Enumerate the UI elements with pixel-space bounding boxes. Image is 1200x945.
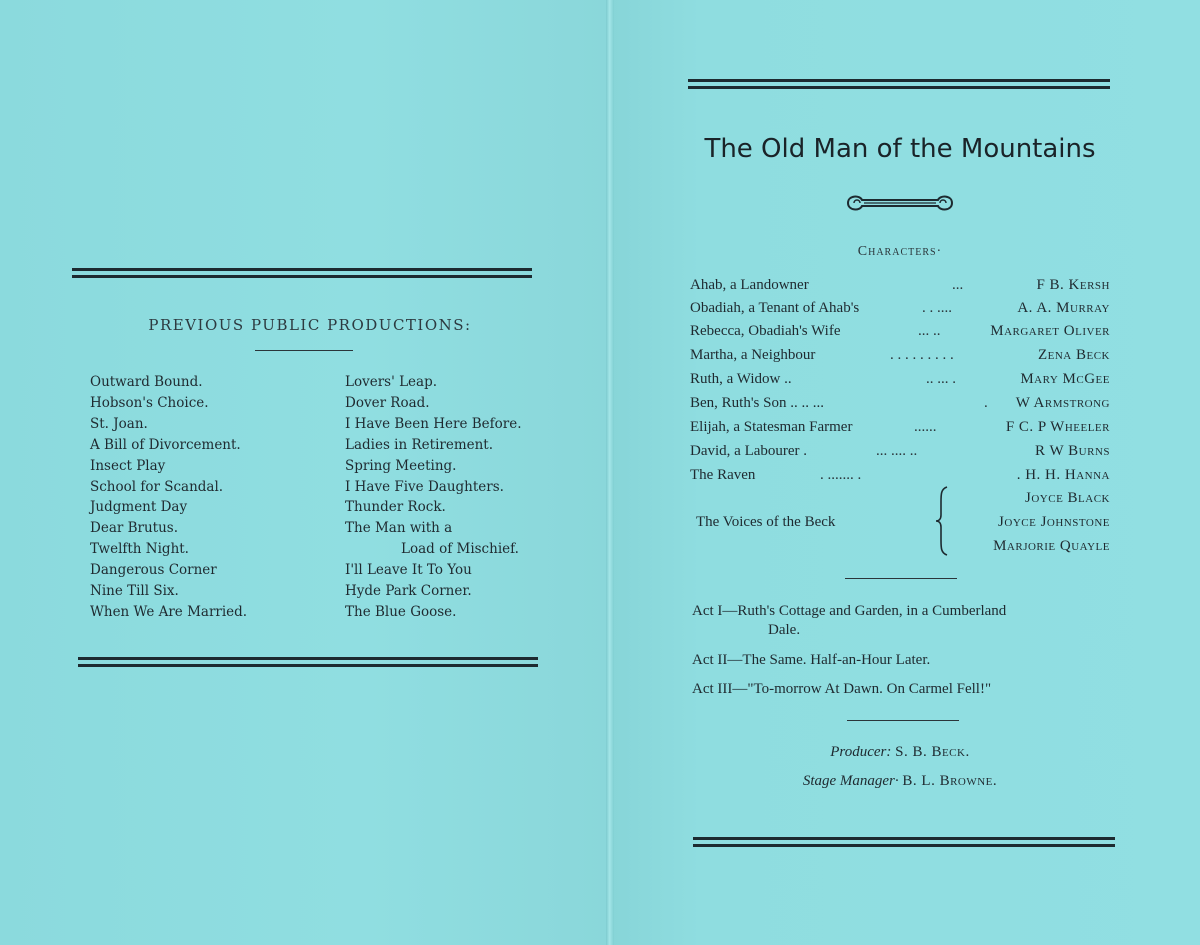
cast-row — [690, 443, 1110, 465]
play-item: Judgment Day — [90, 499, 188, 516]
cast-dots: . ....... . — [820, 467, 862, 483]
cast-actor: F C. P Wheeler — [1005, 419, 1110, 435]
act-setting-continued: Dale. — [768, 622, 801, 638]
cast-role: The Raven — [690, 467, 756, 483]
act-setting: —The Same. Half-an-Hour Later. — [727, 652, 931, 668]
voices-of-the-beck-label: The Voices of the Beck — [696, 514, 836, 530]
act-setting: —"To-morrow At Dawn. On Carmel Fell!" — [732, 681, 992, 697]
cast-actor: F B. Kersh — [1036, 277, 1110, 293]
play-item: Spring Meeting. — [345, 457, 457, 474]
play-item: The Man with a — [345, 520, 453, 537]
play-item: When We Are Married. — [90, 603, 248, 620]
acts-divider — [847, 720, 959, 721]
ornament-icon — [840, 190, 960, 216]
beck-actor: Joyce Black — [1025, 490, 1110, 506]
act-row — [692, 651, 1122, 670]
cast-dots: .. ... . — [926, 371, 956, 387]
act-number: Act III — [692, 681, 733, 697]
play-item: Insect Play — [90, 457, 166, 474]
play-title: The Old Man of the Mountains — [704, 134, 1096, 164]
characters-heading: Characters· — [857, 244, 943, 259]
play-item: School for Scandal. — [90, 478, 224, 495]
cast-dots: . . .... — [922, 300, 952, 316]
play-item: I'll Leave It To You — [345, 562, 472, 579]
play-item: Thunder Rock. — [345, 499, 446, 516]
page-fold — [606, 0, 614, 945]
cast-row — [690, 371, 1110, 393]
stage-manager-label: Stage Manager· — [802, 773, 899, 789]
cast-dots: ...... — [914, 419, 937, 435]
cast-actor: Margaret Oliver — [990, 323, 1110, 339]
brace-icon — [935, 486, 951, 556]
play-item: Ladies in Retirement. — [345, 436, 494, 453]
cast-actor: A. A. Murray — [1017, 300, 1110, 316]
play-item: St. Joan. — [90, 415, 148, 432]
cast-divider — [845, 578, 957, 579]
cast-row — [690, 347, 1110, 369]
cast-dots: ... .... .. — [876, 443, 918, 459]
act-number: Act I — [692, 603, 723, 619]
act-row — [692, 602, 1122, 640]
play-item: A Bill of Divorcement. — [90, 436, 241, 453]
plays-column-2 — [345, 372, 545, 623]
play-item: I Have Been Here Before. — [345, 415, 522, 432]
cast-role: David, a Labourer . — [690, 443, 808, 459]
cast-row — [690, 467, 1110, 489]
cast-dots: . . . . . . . . . — [890, 347, 954, 363]
stage-manager-credit — [680, 773, 1120, 790]
play-item: Lovers' Leap. — [345, 374, 438, 390]
cast-role: Martha, a Neighbour — [690, 347, 816, 363]
cast-dots: . — [984, 395, 988, 411]
previous-productions-heading: PREVIOUS PUBLIC PRODUCTIONS: — [148, 316, 472, 334]
cast-actor: R W Burns — [1035, 443, 1110, 459]
play-item: Twelfth Night. — [90, 541, 189, 558]
play-item: Outward Bound. — [90, 374, 203, 390]
cast-dots: ... — [952, 277, 964, 293]
left-heading-rule — [255, 350, 353, 351]
cast-row — [690, 395, 1110, 417]
cast-actor: Zena Beck — [1037, 347, 1110, 363]
act-row — [692, 680, 1122, 699]
cast-role: Obadiah, a Tenant of Ahab's — [690, 300, 860, 316]
play-item: The Blue Goose. — [345, 603, 457, 620]
play-item: I Have Five Daughters. — [345, 478, 504, 495]
producer-label: Producer: — [830, 744, 892, 760]
play-item: Dear Brutus. — [90, 520, 179, 537]
left-top-rule — [72, 268, 532, 278]
cast-row — [690, 323, 1110, 345]
beck-actor: Marjorie Quayle — [993, 538, 1110, 554]
cast-row — [690, 277, 1110, 299]
producer-credit — [680, 744, 1120, 761]
play-item: Hyde Park Corner. — [345, 583, 472, 600]
right-bottom-rule — [693, 837, 1115, 847]
cast-role: Rebecca, Obadiah's Wife — [690, 323, 841, 339]
cast-actor: . H. H. Hanna — [1016, 467, 1110, 483]
cast-role: Elijah, a Statesman Farmer — [690, 419, 853, 435]
cast-dots: ... .. — [918, 323, 941, 339]
beck-actor: Joyce Johnstone — [998, 514, 1110, 530]
cast-role: Ben, Ruth's Son .. .. ... — [690, 395, 824, 411]
cast-row — [690, 419, 1110, 441]
play-item: Nine Till Six. — [90, 583, 179, 600]
stage-manager-name: B. L. Browne. — [902, 773, 998, 789]
producer-name: S. B. Beck. — [895, 744, 970, 760]
cast-role: Ruth, a Widow .. — [690, 371, 792, 387]
cast-role: Ahab, a Landowner — [690, 277, 809, 293]
plays-column-1 — [90, 372, 340, 623]
play-item: Hobson's Choice. — [90, 394, 209, 411]
left-bottom-rule — [78, 657, 538, 667]
play-item: Dover Road. — [345, 394, 430, 411]
play-item: Dangerous Corner — [90, 562, 217, 579]
act-setting: —Ruth's Cottage and Garden, in a Cumberland — [722, 603, 1007, 619]
right-top-rule — [688, 79, 1110, 89]
cast-row — [690, 300, 1110, 322]
play-item: Load of Mischief. — [401, 541, 519, 558]
act-number: Act II — [692, 652, 728, 668]
cast-actor: Mary McGee — [1020, 371, 1110, 387]
cast-actor: W Armstrong — [1015, 395, 1110, 411]
